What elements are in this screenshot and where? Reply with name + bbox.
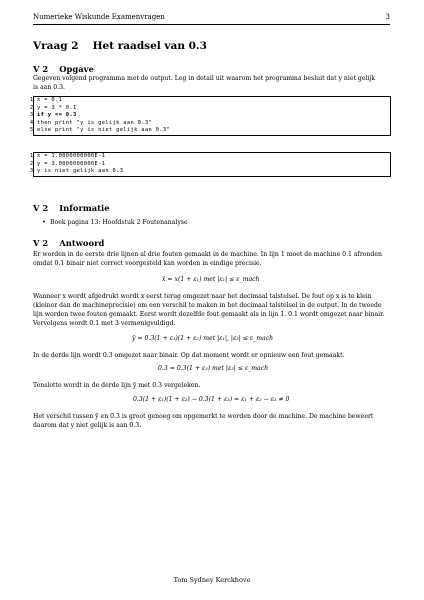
section-heading-opgave: V 2 Opgave (33, 64, 94, 74)
running-header-title: Numerieke Wiskunde Examenvragen (33, 13, 165, 21)
code-line: 3 if y == 0.3 (29, 112, 77, 119)
equation-2: ȳ = 0.3(1 + ε₁)(1 + ε₂) met |ε₁|, |ε₂| ≤ ε_mach (132, 335, 274, 342)
equation-3: 0.3 = 0.3(1 + ε₃) met |ε₃| ≤ ε_mach (158, 365, 269, 372)
output-line: 1 x = 1.0000000000E-1 (29, 153, 106, 159)
question-number: Vraag 2 (33, 40, 79, 52)
antwoord-text: Vervolgens wordt 0.1 met 3 vermenigvuldigd. (33, 320, 176, 327)
equation-1: x̄ = x(1 + ε₁) met |ε₁| ≤ ε_mach (162, 276, 260, 283)
opgave-line-2: is aan 0.3. (33, 84, 66, 91)
code-line: 4 then print "y is gelijk aan 0.3" (29, 119, 153, 126)
output-line: 2 y = 3.0000000000E-1 (29, 160, 106, 167)
header-rule (33, 24, 390, 25)
antwoord-text: lijn worden twee fouten gemaakt. Eerst wordt dezelfde fout gemaakt als in lijn 1. 0.1 wordt omgezet naar binair. (33, 311, 385, 318)
footer-author: Tom Sydney Kerckhove (173, 576, 251, 584)
question-title: Het raadsel van 0.3 (92, 40, 207, 52)
antwoord-text: omdat 0.1 binair niet correct voorgesteld kan worden in eindige precisie. (33, 260, 262, 267)
code-line: 2 y = 3 * 0.1 (29, 104, 77, 111)
bullet-icon: • (42, 219, 46, 226)
program-listing (29, 96, 391, 136)
antwoord-text: Wanneer x wordt afgedrukt wordt x eerst terug omgezet naar het decimaal talstelsel. De fout op x is te klein (33, 293, 372, 300)
informatie-item: Boek pagina 13: Hoofdstuk 2 Foutenanalyse (50, 219, 188, 226)
equation-4: 0.3(1 + ε₁)(1 + ε₂) − 0.3(1 + ε₃) = ε₁ + ε₂ − ε₃ ≠ 0 (133, 396, 290, 403)
page-number: 3 (385, 13, 390, 21)
antwoord-text: Er worden in de eerste drie lijnen al drie fouten gemaakt in de machine. In lijn 1 moet de machine 0.1 afronden (33, 251, 382, 258)
antwoord-text: Tenslotte wordt in de derde lijn ȳ met 0.3 vergeleken. (33, 382, 201, 389)
code-line: 5 else print "y is niet gelijk aan 0.3" (29, 127, 171, 134)
program-output (29, 152, 391, 177)
antwoord-text: Het verschil tussen ȳ en 0.3 is groot genoeg om opgemerkt te worden door de machine. De machine beweert (33, 413, 374, 420)
section-heading-antwoord: V 2 Antwoord (33, 238, 105, 248)
opgave-line-1: Gegeven volgend programma met de output. Leg in detail uit waarom het programma besluit dat y niet gelijk (33, 75, 376, 82)
question-heading (33, 40, 207, 52)
antwoord-text: (kleiner dan de machineprecisie) om een verschil te maken in het decimaal talstelsel in de output. In de tweede (33, 302, 382, 309)
output-line: 3 y is niet gelijk aan 0.3 (29, 168, 124, 175)
antwoord-text: In de derde lijn wordt 0.3 omgezet naar binair. Op dat moment wordt er opnieuw een fout gemaakt. (33, 352, 345, 359)
antwoord-text: daarom dat y niet gelijk is aan 0.3. (33, 422, 142, 429)
code-line: 1 x = 0.1 (29, 97, 63, 103)
section-heading-informatie: V 2 Informatie (33, 203, 110, 213)
